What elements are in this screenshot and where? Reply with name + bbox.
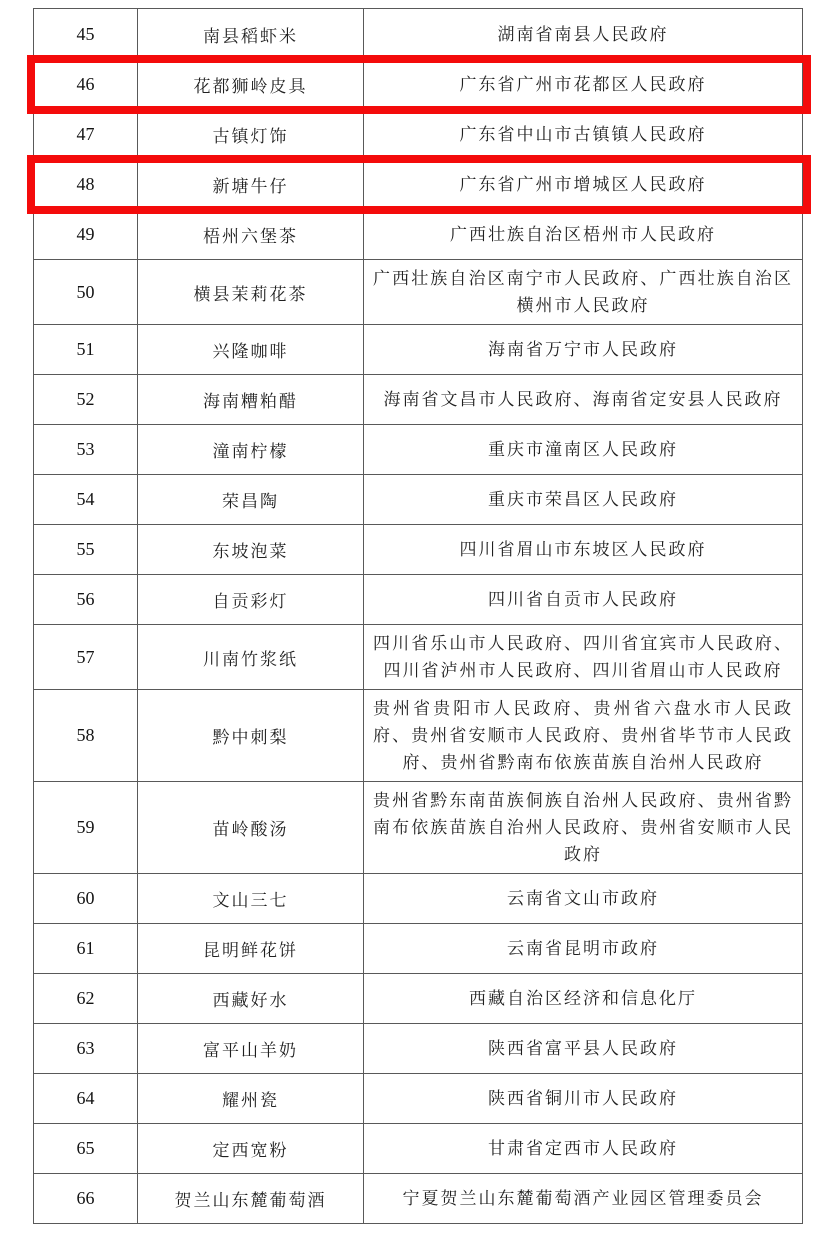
table-row (34, 574, 802, 624)
product-name: 川南竹浆纸 (138, 625, 364, 689)
sponsor-government: 云南省昆明市政府 (507, 939, 659, 958)
row-number: 60 (34, 874, 138, 923)
row-number: 63 (34, 1024, 138, 1073)
row-number: 65 (34, 1124, 138, 1173)
product-name: 昆明鲜花饼 (138, 924, 364, 973)
table-row (34, 624, 802, 689)
product-name: 横县茉莉花茶 (138, 260, 364, 324)
row-number: 62 (34, 974, 138, 1023)
row-number: 61 (34, 924, 138, 973)
sponsor-government: 广东省广州市花都区人民政府 (459, 75, 707, 94)
product-name: 花都狮岭皮具 (138, 60, 364, 109)
product-name: 潼南柠檬 (138, 425, 364, 474)
table-row (34, 973, 802, 1023)
product-name: 海南糟粕醋 (138, 375, 364, 424)
table-row (34, 474, 802, 524)
sponsor-government-cell (364, 974, 802, 1023)
sponsor-government-cell (364, 874, 802, 923)
row-number: 46 (34, 60, 138, 109)
sponsor-government-cell (364, 575, 802, 624)
sponsor-government-cell (364, 160, 802, 209)
sponsor-government-cell (364, 260, 802, 324)
sponsor-government: 陕西省铜川市人民政府 (488, 1089, 678, 1108)
row-number: 48 (34, 160, 138, 209)
row-number: 50 (34, 260, 138, 324)
table-row (34, 689, 802, 781)
product-name: 西藏好水 (138, 974, 364, 1023)
sponsor-government: 广西壮族自治区南宁市人民政府、广西壮族自治区横州市人民政府 (373, 269, 793, 315)
sponsor-government: 云南省文山市政府 (507, 889, 659, 908)
sponsor-government: 湖南省南县人民政府 (497, 24, 669, 44)
row-number: 64 (34, 1074, 138, 1123)
products-table (33, 8, 803, 1224)
product-name: 定西宽粉 (138, 1124, 364, 1173)
sponsor-government-cell (364, 475, 802, 524)
sponsor-government-cell (364, 110, 802, 159)
row-number: 51 (34, 325, 138, 374)
product-name: 东坡泡菜 (138, 525, 364, 574)
sponsor-government-cell (364, 1124, 802, 1173)
row-number: 52 (34, 375, 138, 424)
sponsor-government: 四川省眉山市东坡区人民政府 (459, 540, 707, 559)
sponsor-government: 西藏自治区经济和信息化厅 (469, 989, 697, 1008)
product-name: 自贡彩灯 (138, 575, 364, 624)
row-number: 66 (34, 1174, 138, 1223)
sponsor-government-cell (364, 60, 802, 109)
row-number: 53 (34, 425, 138, 474)
table-row (34, 873, 802, 923)
table-row (34, 9, 802, 59)
product-name: 黔中刺梨 (138, 690, 364, 781)
table-row (34, 923, 802, 973)
product-name: 文山三七 (138, 874, 364, 923)
sponsor-government: 贵州省贵阳市人民政府、贵州省六盘水市人民政府、贵州省安顺市人民政府、贵州省毕节市人民政府、贵州省黔南布依族苗族自治州人民政府 (373, 699, 793, 772)
table-row (34, 109, 802, 159)
product-name: 苗岭酸汤 (138, 782, 364, 873)
table-row (34, 1123, 802, 1173)
table-row (34, 1073, 802, 1123)
sponsor-government-cell (364, 1024, 802, 1073)
sponsor-government-cell (364, 924, 802, 973)
product-name: 荣昌陶 (138, 475, 364, 524)
sponsor-government-cell (364, 525, 802, 574)
product-name: 梧州六堡茶 (138, 210, 364, 259)
table-row (34, 1023, 802, 1073)
table-row (34, 424, 802, 474)
table-row (34, 524, 802, 574)
row-number: 47 (34, 110, 138, 159)
sponsor-government-cell (364, 325, 802, 374)
table-row (34, 1173, 802, 1223)
sponsor-government-cell (364, 1174, 802, 1223)
sponsor-government-cell (364, 9, 802, 59)
product-name: 耀州瓷 (138, 1074, 364, 1123)
sponsor-government-cell (364, 425, 802, 474)
sponsor-government: 重庆市荣昌区人民政府 (488, 490, 678, 509)
table-row (34, 374, 802, 424)
sponsor-government: 四川省自贡市人民政府 (488, 590, 678, 609)
sponsor-government: 贵州省黔东南苗族侗族自治州人民政府、贵州省黔南布依族苗族自治州人民政府、贵州省安顺市人民政府 (373, 791, 793, 864)
sponsor-government: 海南省文昌市人民政府、海南省定安县人民政府 (383, 390, 783, 409)
table-row (34, 781, 802, 873)
row-number: 54 (34, 475, 138, 524)
sponsor-government-cell (364, 690, 802, 781)
sponsor-government: 重庆市潼南区人民政府 (488, 440, 678, 459)
product-name: 兴隆咖啡 (138, 325, 364, 374)
table-row (34, 209, 802, 259)
sponsor-government: 广西壮族自治区梧州市人民政府 (450, 225, 716, 244)
table-row (34, 259, 802, 324)
row-number: 56 (34, 575, 138, 624)
product-name: 富平山羊奶 (138, 1024, 364, 1073)
row-number: 58 (34, 690, 138, 781)
sponsor-government-cell (364, 1074, 802, 1123)
sponsor-government-cell (364, 782, 802, 873)
sponsor-government: 甘肃省定西市人民政府 (488, 1139, 678, 1158)
sponsor-government: 广东省中山市古镇镇人民政府 (459, 125, 707, 144)
sponsor-government-cell (364, 625, 802, 689)
sponsor-government-cell (364, 375, 802, 424)
row-number: 59 (34, 782, 138, 873)
table-row (34, 159, 802, 209)
row-number: 57 (34, 625, 138, 689)
row-number: 49 (34, 210, 138, 259)
sponsor-government: 陕西省富平县人民政府 (488, 1039, 678, 1058)
table-row (34, 59, 802, 109)
product-name: 南县稻虾米 (138, 9, 364, 59)
sponsor-government: 海南省万宁市人民政府 (488, 340, 678, 359)
row-number: 55 (34, 525, 138, 574)
product-name: 新塘牛仔 (138, 160, 364, 209)
table-row (34, 324, 802, 374)
product-name: 古镇灯饰 (138, 110, 364, 159)
sponsor-government: 宁夏贺兰山东麓葡萄酒产业园区管理委员会 (402, 1189, 764, 1208)
sponsor-government-cell (364, 210, 802, 259)
sponsor-government: 广东省广州市增城区人民政府 (459, 175, 707, 194)
row-number: 45 (34, 9, 138, 59)
sponsor-government: 四川省乐山市人民政府、四川省宜宾市人民政府、四川省泸州市人民政府、四川省眉山市人民政府 (373, 634, 793, 680)
product-name: 贺兰山东麓葡萄酒 (138, 1174, 364, 1223)
